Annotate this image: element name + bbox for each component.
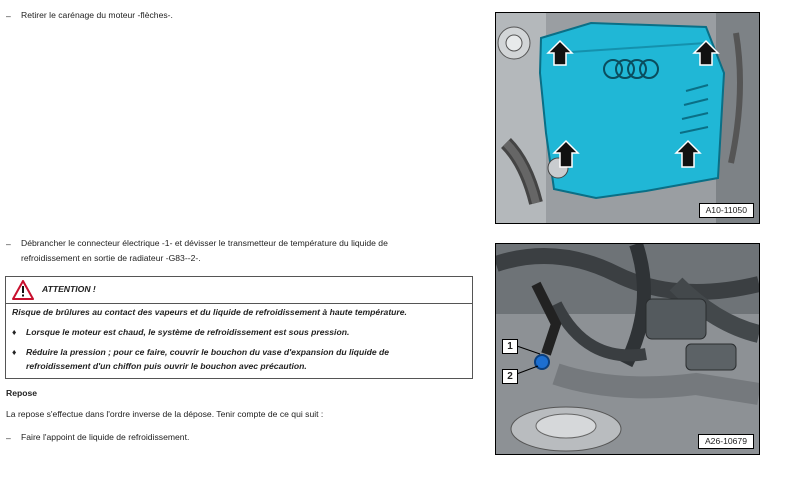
callout-2: 2 (502, 369, 518, 384)
attention-header (6, 277, 472, 304)
warning-triangle-icon (12, 280, 34, 300)
step-dash: – (6, 433, 11, 443)
connector-figure (495, 243, 760, 455)
step-dash: – (6, 239, 11, 249)
attention-box (5, 276, 473, 379)
bullet-icon: ♦ (12, 327, 17, 337)
figure-label: A26-10679 (698, 434, 754, 449)
engine-cover-illustration (496, 13, 759, 223)
attention-bullet-2-line2: refroidissement d'un chiffon puis ouvrir le bouchon avec précaution. (26, 361, 307, 371)
repose-text: La repose s'effectue dans l'ordre inverse de la dépose. Tenir compte de ce qui suit : (6, 409, 324, 419)
attention-risk: Risque de brûlures au contact des vapeurs et du liquide de refroidissement à haute température. (12, 307, 407, 317)
step-disconnect-line2: refroidissement en sortie de radiateur -G83--2-. (21, 253, 201, 263)
connector-highlight (535, 355, 549, 369)
step-dash: – (6, 11, 11, 21)
connector-illustration (496, 244, 759, 454)
repose-step: Faire l'appoint de liquide de refroidissement. (21, 432, 190, 442)
attention-title: ATTENTION ! (42, 284, 96, 294)
figure-label: A10-11050 (699, 203, 754, 218)
engine-cover-figure (495, 12, 760, 224)
callout-1: 1 (502, 339, 518, 354)
attention-bullet-2-line1: Réduire la pression ; pour ce faire, couvrir le bouchon du vase d'expansion du liquide de (26, 347, 390, 357)
bullet-icon: ♦ (12, 347, 17, 357)
attention-bullet-1: Lorsque le moteur est chaud, le système de refroidissement est sous pression. (26, 327, 350, 337)
repose-heading: Repose (6, 388, 38, 398)
step-remove-cover-text: Retirer le carénage du moteur -flèches-. (21, 10, 173, 20)
step-disconnect-line1: Débrancher le connecteur électrique -1- et dévisser le transmetteur de température du liquide de (21, 238, 388, 248)
